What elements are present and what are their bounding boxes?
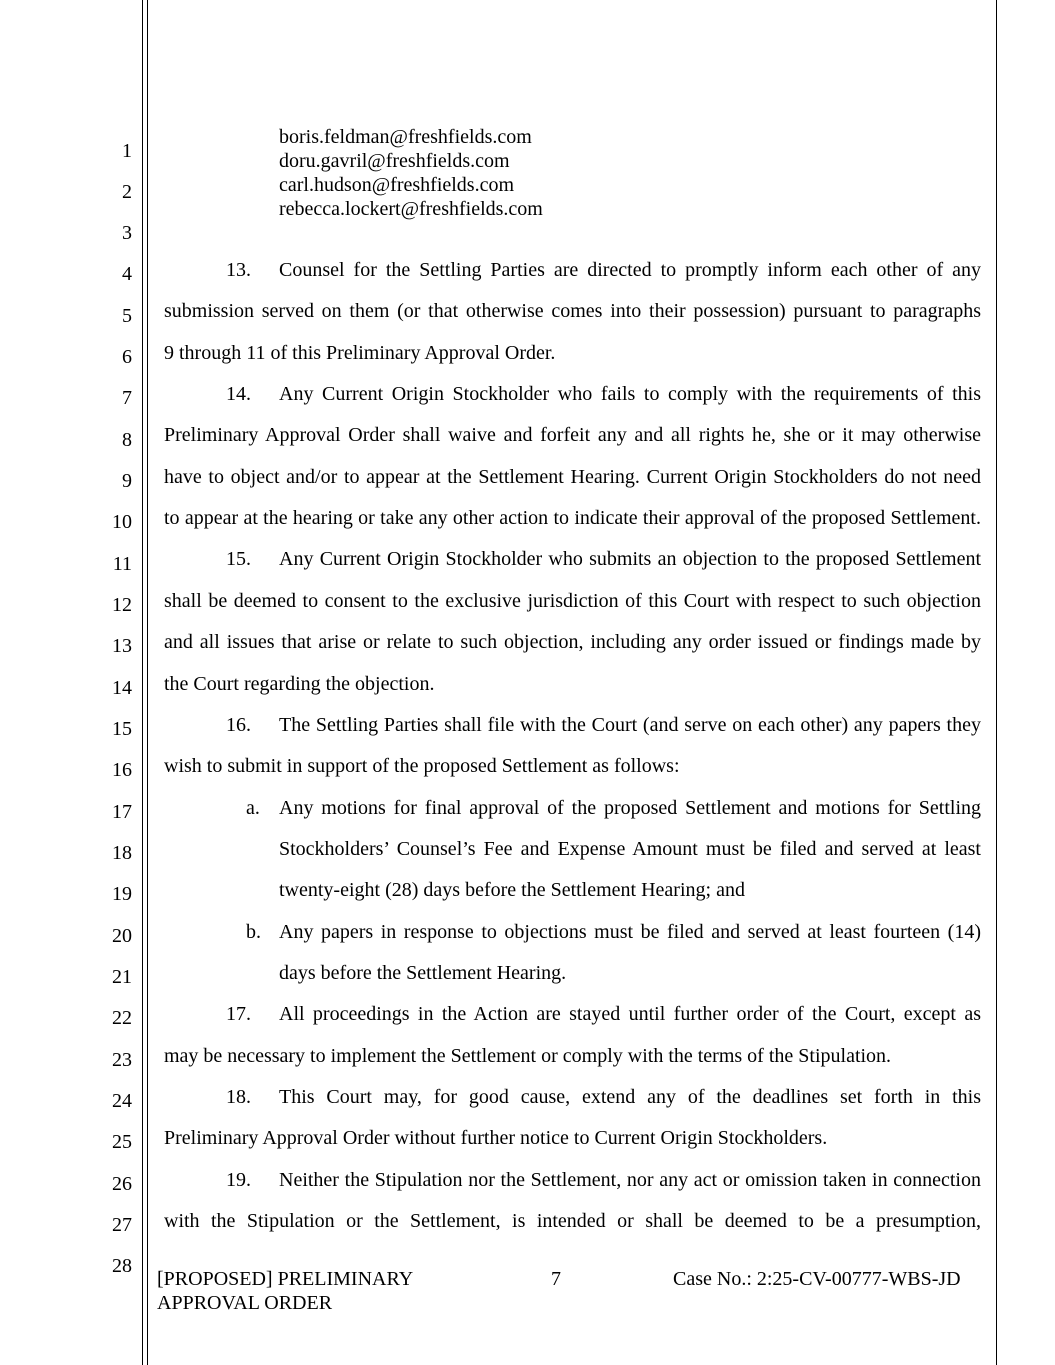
email-address: boris.feldman@freshfields.com [279,126,532,148]
email-address: doru.gavril@freshfields.com [279,150,510,172]
paragraph-line: and all issues that arise or relate to such objection, including any order issued or findings made by [164,631,981,653]
footer-document-title-line2: APPROVAL ORDER [157,1292,333,1314]
paragraph-line: This Court may, for good cause, extend any of the deadlines set forth in this [279,1086,981,1108]
subitem-line: Any motions for final approval of the proposed Settlement and motions for Settling [279,797,981,819]
paragraph-number: 15. [226,548,251,570]
line-number: 20 [112,925,132,947]
subitem-line: Stockholders’ Counsel’s Fee and Expense Amount must be filed and served at least [279,838,981,860]
line-number: 27 [112,1214,132,1236]
paragraph-number: 19. [226,1169,251,1191]
subitem-line: Any papers in response to objections must be filed and served at least fourteen (14) [279,921,981,943]
line-number: 24 [112,1090,132,1112]
line-number: 3 [122,222,132,244]
paragraph-number: 14. [226,383,251,405]
line-number: 17 [112,801,132,823]
line-number: 10 [112,511,132,533]
paragraph-line: with the Stipulation or the Settlement, is intended or shall be deemed to be a presumption, [164,1210,981,1232]
paragraph-line: All proceedings in the Action are stayed until further order of the Court, except as [279,1003,981,1025]
subitem-letter: b. [246,921,261,943]
paragraph-line: the Court regarding the objection. [164,673,435,695]
subitem-line: twenty-eight (28) days before the Settlement Hearing; and [279,879,745,901]
paragraph-line: The Settling Parties shall file with the Court (and serve on each other) any papers they [279,714,981,736]
line-number: 8 [122,429,132,451]
paragraph-line: have to object and/or to appear at the Settlement Hearing. Current Origin Stockholders do not need [164,466,981,488]
paragraph-line: Any Current Origin Stockholder who submits an objection to the proposed Settlement [279,548,981,570]
line-number: 16 [112,759,132,781]
line-number: 21 [112,966,132,988]
email-address: rebecca.lockert@freshfields.com [279,198,543,220]
line-number: 12 [112,594,132,616]
email-address: carl.hudson@freshfields.com [279,174,515,196]
paragraph-line: 9 through 11 of this Preliminary Approval Order. [164,342,556,364]
line-number: 9 [122,470,132,492]
line-number: 22 [112,1007,132,1029]
paragraph-line: may be necessary to implement the Settlement or comply with the terms of the Stipulation. [164,1045,892,1067]
paragraph-number: 18. [226,1086,251,1108]
line-number: 6 [122,346,132,368]
line-number: 19 [112,883,132,905]
paragraph-line: wish to submit in support of the proposed Settlement as follows: [164,755,680,777]
left-margin-rule-outer [142,0,143,1365]
paragraph-line: Preliminary Approval Order shall waive and forfeit any and all rights he, she or it may otherwise [164,424,981,446]
line-number: 7 [122,387,132,409]
paragraph-line: Preliminary Approval Order without further notice to Current Origin Stockholders. [164,1127,828,1149]
footer-document-title: [PROPOSED] PRELIMINARY [157,1268,414,1290]
paragraph-line: Counsel for the Settling Parties are directed to promptly inform each other of any [279,259,981,281]
line-number: 23 [112,1049,132,1071]
paragraph-line: Neither the Stipulation nor the Settlement, nor any act or omission taken in connection [279,1169,981,1191]
line-number: 1 [122,140,132,162]
line-number: 13 [112,635,132,657]
left-margin-rule-inner [147,0,148,1365]
paragraph-number: 17. [226,1003,251,1025]
line-number: 28 [112,1255,132,1277]
page-number: 7 [551,1268,561,1290]
case-number: Case No.: 2:25-CV-00777-WBS-JD [673,1268,961,1290]
paragraph-line: submission served on them (or that otherwise comes into their possession) pursuant to paragraphs [164,300,981,322]
subitem-letter: a. [246,797,260,819]
line-number: 15 [112,718,132,740]
line-number: 18 [112,842,132,864]
line-number: 14 [112,677,132,699]
line-number: 5 [122,305,132,327]
line-number: 2 [122,181,132,203]
line-number: 11 [112,553,132,575]
paragraph-number: 13. [226,259,251,281]
line-number: 4 [122,263,132,285]
paragraph-number: 16. [226,714,251,736]
paragraph-line: shall be deemed to consent to the exclusive jurisdiction of this Court with respect to such objection [164,590,981,612]
subitem-line: days before the Settlement Hearing. [279,962,567,984]
paragraph-line: to appear at the hearing or take any other action to indicate their approval of the proposed Settlement. [164,507,981,529]
paragraph-line: Any Current Origin Stockholder who fails to comply with the requirements of this [279,383,981,405]
right-margin-rule [996,0,997,1365]
line-number: 26 [112,1173,132,1195]
line-number: 25 [112,1131,132,1153]
